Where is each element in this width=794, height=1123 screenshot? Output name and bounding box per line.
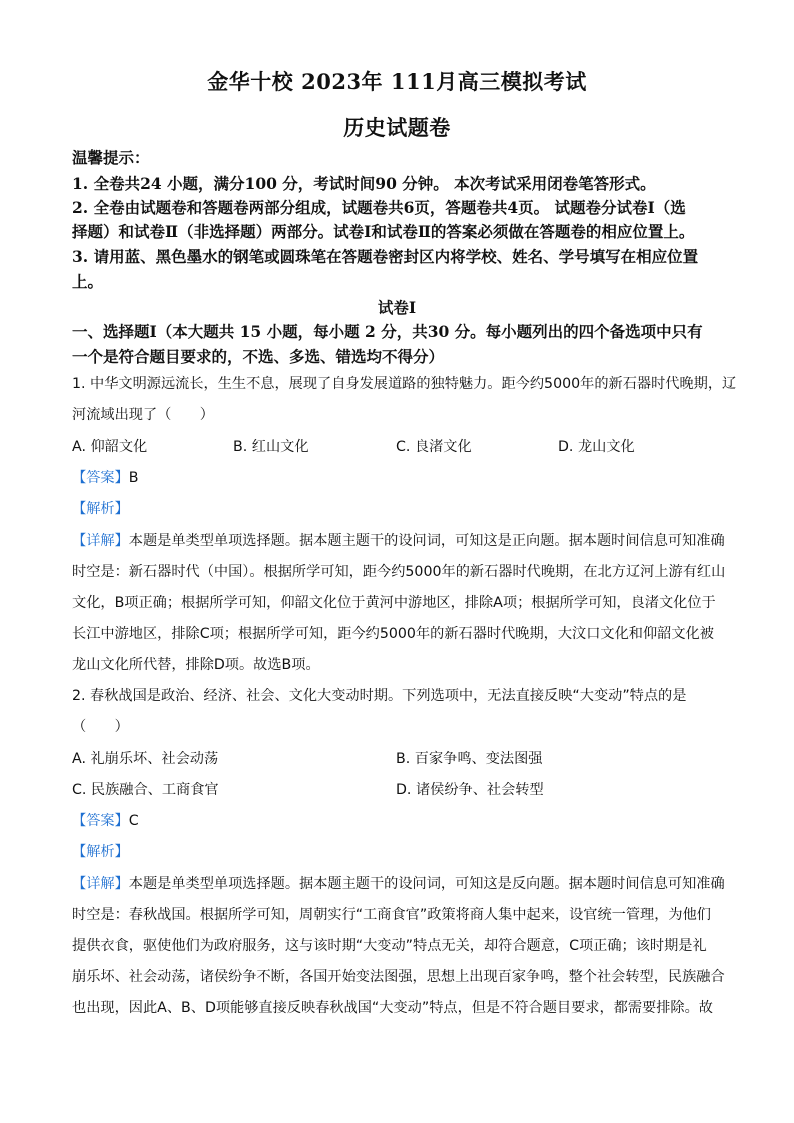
answer-label: 【答案】 — [72, 470, 129, 486]
q2-option-a: A. 礼崩乐坏、社会动荡 — [72, 751, 219, 767]
answer-label: 【答案】 — [72, 813, 129, 829]
section-instruction: 一个是符合题目要求的，不选、多选、错选均不得分） — [72, 347, 445, 366]
q2-answer — [72, 810, 732, 830]
q2-option-d: D. 诸侯纷争、社会转型 — [396, 782, 544, 798]
q1-detail-line: 龙山文化所代替，排除D项。故选B项。 — [72, 657, 320, 673]
notice-heading: 温馨提示： — [72, 148, 150, 167]
q2-detail — [72, 873, 732, 893]
question-2-stem: （ ） — [72, 719, 129, 735]
notice-line: 1. 全卷共24 小题，满分100 分，考试时间90 分钟。 本次考试采用闭卷笔答形式。 — [72, 174, 656, 193]
q1-detail-line: 时空是：新石器时代（中国）。根据所学可知，距今约5000年的新石器时代晚期，在北方辽河上游有红山 — [72, 564, 726, 580]
q2-detail-line: 也出现，因此A、B、D项能够直接反映春秋战国“大变动”特点，但是不符合题目要求，都需要排除。故 — [72, 1000, 713, 1016]
section-instruction: 一、选择题Ⅰ（本大题共 15 小题，每小题 2 分，共30 分。每小题列出的四个备选项中只有 — [72, 322, 703, 341]
q1-detail-line: 长江中游地区，排除C项；根据所学可知，距今约5000年的新石器时代晚期，大汶口文化和仰韶文化被 — [72, 626, 714, 642]
q2-option-b: B. 百家争鸣、变法图强 — [396, 751, 543, 767]
detail-label: 【详解】 — [72, 876, 129, 892]
answer-value: C — [128, 813, 139, 829]
section-title: 试卷Ⅰ — [377, 298, 417, 317]
q2-option-c: C. 民族融合、工商食官 — [72, 782, 219, 798]
detail-label: 【详解】 — [72, 533, 129, 549]
q2-detail-line: 崩乐坏、社会动荡，诸侯纷争不断，各国开始变法图强，思想上出现百家争鸣，整个社会转型，民族融合 — [72, 969, 725, 985]
question-2-stem: 2. 春秋战国是政治、经济、社会、文化大变动时期。下列选项中，无法直接反映“大变动”特点的是 — [72, 688, 687, 704]
question-1-stem: 1. 中华文明源远流长，生生不息，展现了自身发展道路的独特魅力。距今约5000年的新石器时代晚期，辽 — [72, 376, 737, 392]
q1-detail — [72, 530, 732, 550]
exam-subtitle: 历史试题卷 — [343, 115, 451, 140]
q1-option-c: C. 良渚文化 — [396, 439, 472, 455]
q1-option-d: D. 龙山文化 — [558, 439, 635, 455]
q2-detail-line: 提供衣食，驱使他们为政府服务，这与该时期“大变动”特点无关，却符合题意，C项正确；该时期是礼 — [72, 938, 707, 954]
answer-value: B — [128, 470, 139, 486]
q1-option-b: B. 红山文化 — [233, 439, 309, 455]
q2-analysis-label: 【解析】 — [72, 844, 129, 860]
question-1-stem: 河流域出现了（ ） — [72, 407, 214, 423]
detail-text: 本题是单类型单项选择题。据本题主题干的设问词，可知这是正向题。据本题时间信息可知准确 — [128, 533, 725, 549]
detail-text: 本题是单类型单项选择题。据本题主题干的设问词，可知这是反向题。据本题时间信息可知准确 — [128, 876, 725, 892]
q1-answer — [72, 467, 732, 487]
q1-option-a: A. 仰韶文化 — [72, 439, 148, 455]
notice-line: 3. 请用蓝、黑色墨水的钢笔或圆珠笔在答题卷密封区内将学校、姓名、学号填写在相应位置 — [72, 247, 699, 266]
q1-detail-line: 文化，B项正确；根据所学可知，仰韶文化位于黄河中游地区，排除A项；根据所学可知，良渚文化位于 — [72, 595, 716, 611]
exam-title: 金华十校 2023年 111月高三模拟考试 — [207, 69, 587, 94]
notice-line: 择题）和试卷Ⅱ（非选择题）两部分。试卷Ⅰ和试卷Ⅱ的答案必须做在答题卷的相应位置上。 — [72, 222, 695, 241]
notice-line: 2. 全卷由试题卷和答题卷两部分组成，试题卷共6页，答题卷共4页。 试题卷分试卷Ⅰ（选 — [72, 198, 686, 217]
notice-line: 上。 — [72, 272, 104, 291]
q2-detail-line: 时空是：春秋战国。根据所学可知，周朝实行“工商食官”政策将商人集中起来，设官统一管理，为他们 — [72, 907, 711, 923]
q1-analysis-label: 【解析】 — [72, 501, 129, 517]
